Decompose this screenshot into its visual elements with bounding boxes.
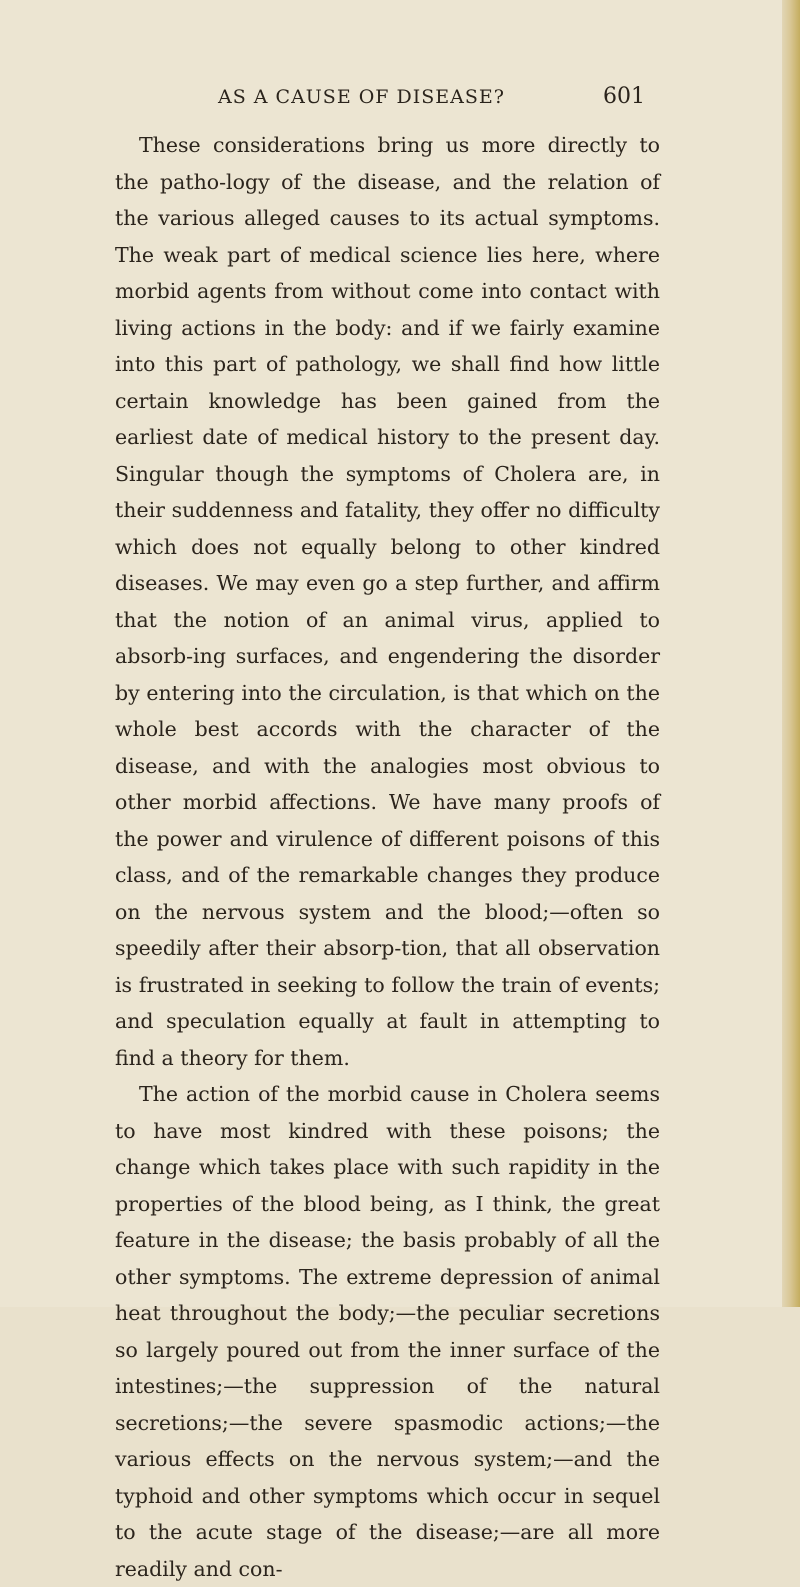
paragraph: These considerations bring us more directly to the patho-logy of the disease, and the relation of the various alleged causes to its actual symptoms. The weak part of medical science lies here, where morbid agents from without come into contact with living actions in the body: and if we fairly examine into this part of pathology, we shall find how little certain knowledge has been gained from the earliest date of medical history to the present day. Singular though the symptoms of Cholera are, in their suddenness and fatality, they offer no difficulty which does not equally belong to other kindred diseases. We may even go a step further, and affirm that the notion of an animal virus, applied to absorb-ing surfaces, and engendering the disorder by entering into the circulation, is that which on the whole best accords with the character of the disease, and with the analogies most obvious to other morbid affections. We have many proofs of the power and virulence of different poisons of this class, and of the remarkable changes they produce on the nervous system and the blood;—often so speedily after their absorp-tion, that all observation is frustrated in seeking to follow the train of events; and speculation equally at fault in attempting to find a theory for them.: [115, 133, 660, 1070]
paragraph: The action of the morbid cause in Cholera seems to have most kindred with these poisons; the change which takes place with such rapidity in the properties of the blood being, as I think, the great feature in the disease; the basis probably of all the other symptoms. The extreme depression of animal heat throughout the body;—the peculiar secretions so largely poured out from the inner surface of the intestines;—the suppression of the natural secretions;—the severe spasmodic actions;—the various effects on the nervous system;—and the typhoid and other symptoms which occur in sequel to the acute stage of the disease;—are all more readily and con-: [115, 1082, 660, 1581]
page-number: 601: [603, 84, 645, 109]
running-head: [0, 84, 800, 114]
page-edge: [782, 0, 800, 1307]
running-head-title: AS A CAUSE OF DISEASE?: [218, 86, 505, 108]
body-text: [115, 127, 660, 1587]
